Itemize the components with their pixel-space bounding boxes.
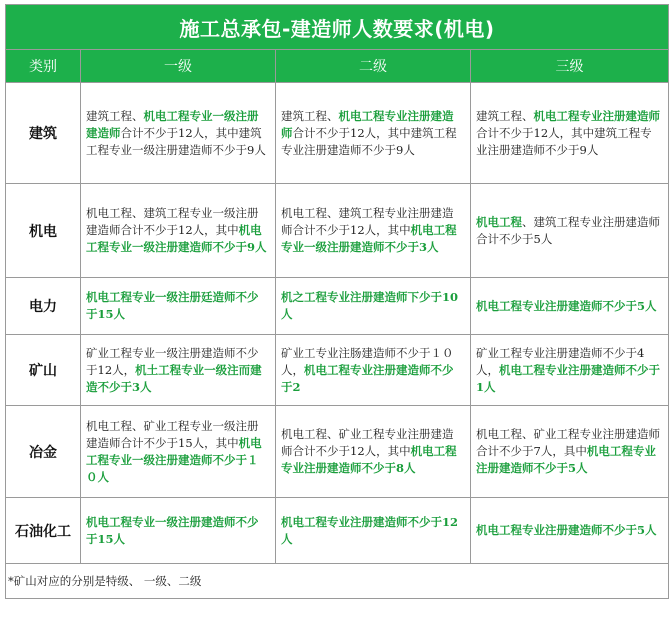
header-grade-3: 三级 [471,50,669,83]
cell-text: 机电工程、建筑工程专业注册建造师合计不少于12人，其中 [281,206,454,237]
cell-text: 矿业工专业注肠建造师不少于１０人， [281,345,454,377]
header-category: 类别 [6,50,81,83]
requirement-cell [81,83,276,184]
highlight-text: 机电工程专业注册建造师不少于2 [281,362,454,394]
table-title: 施工总承包-建造师人数要求(机电) [6,5,669,50]
requirement-cell [276,83,471,184]
highlight-text: 机土工程专业一级注而建造不少于3人 [86,362,262,394]
row-category: 冶金 [6,406,81,498]
requirement-cell [276,406,471,498]
row-category: 机电 [6,184,81,278]
highlight-text: 机电工程专业注册建造师不少于5人 [476,523,657,537]
highlight-text: 机电工程专业注册建造师 [281,108,454,140]
row-category: 建筑 [6,83,81,184]
cell-text: 机电工程、矿业工程专业注册建造师合计不少于7人，具中 [476,427,660,458]
requirement-cell [81,335,276,406]
cell-text: 建筑工程、 [476,108,534,123]
table-row [6,406,669,498]
requirement-cell [276,184,471,278]
table-body [6,83,669,564]
cell-text: 建筑工程、 [281,108,339,123]
highlight-text: 机电工程专业注册建造师 [533,108,660,123]
requirements-table [5,4,669,599]
highlight-text: 机电工程专业一级注册建造师不少于9人 [86,223,267,254]
highlight-text: 机电工程专业注册建造师不少于12人 [281,514,459,546]
requirement-cell [81,184,276,278]
requirement-cell [471,406,669,498]
cell-text: 合计不少于12人，其中建筑工程专业注册建造师不少于9人 [281,125,457,157]
highlight-text: 机电工程专业注册建造师不少于5人 [476,298,657,313]
requirement-cell [471,335,669,406]
table-row [6,83,669,184]
highlight-text: 机电工程专业注册建造师不少于5人 [476,444,656,475]
table-row [6,184,669,278]
requirement-cell [276,498,471,564]
header-grade-2: 二级 [276,50,471,83]
highlight-text: 机之工程专业注册建造师下少于10人 [281,290,459,321]
requirement-cell [276,278,471,335]
highlight-text: 机电工程专业一级注册建造师不少于15人 [86,514,259,546]
highlight-text: 机电工程 [476,214,522,229]
cell-text: 矿业工程专业一级注册建造师不少于12人， [86,345,259,377]
requirement-cell [81,498,276,564]
row-category: 矿山 [6,335,81,406]
row-category: 石油化工 [6,498,81,564]
requirement-cell [471,83,669,184]
requirement-cell [471,184,669,278]
requirement-cell [471,498,669,564]
cell-text: 、建筑工程专业注册建造师合计不少于5人 [476,214,660,246]
highlight-text: 机电工程专业一级注册建造师不少于１０人 [86,435,262,484]
row-category: 电力 [6,278,81,335]
requirement-cell [276,335,471,406]
requirement-cell [471,278,669,335]
highlight-text: 机电工程专业注册建造师不少于8人 [281,444,457,475]
highlight-text: 机电工程专业一级注册建造师不少于3人 [281,223,457,254]
cell-text: 机电工程、矿业工程专业注册建造师合计不少于12人，其中 [281,427,454,458]
footnote: *矿山对应的分别是特级、 一级、二级 [6,564,669,599]
cell-text: 合计不少于12人，其中建筑工程专业一级注册建造师不少于9人 [86,125,266,157]
cell-text: 建筑工程、 [86,108,144,123]
cell-text: 矿业工程专业注册建造师不少于4人， [476,345,645,377]
highlight-text: 机电工程专业注册建造师不少于1人 [476,362,660,394]
cell-text: 机电工程、矿业工程专业一级注册建造师合计不少于15人，其中 [86,418,259,450]
table-row [6,498,669,564]
requirement-cell [81,406,276,498]
requirements-table-container [5,4,668,599]
cell-text: 机电工程、建筑工程专业一级注册建造师合计不少于12人，其中 [86,206,259,237]
cell-text: 合计不少于12人，其中建筑工程专业注册建造师不少于9人 [476,125,652,157]
table-row [6,278,669,335]
header-grade-1: 一级 [81,50,276,83]
requirement-cell [81,278,276,335]
highlight-text: 机电工程专业一级注册建造师 [86,108,259,140]
highlight-text: 机电工程专业一级注册廷造师不少于15人 [86,290,259,321]
table-row [6,335,669,406]
